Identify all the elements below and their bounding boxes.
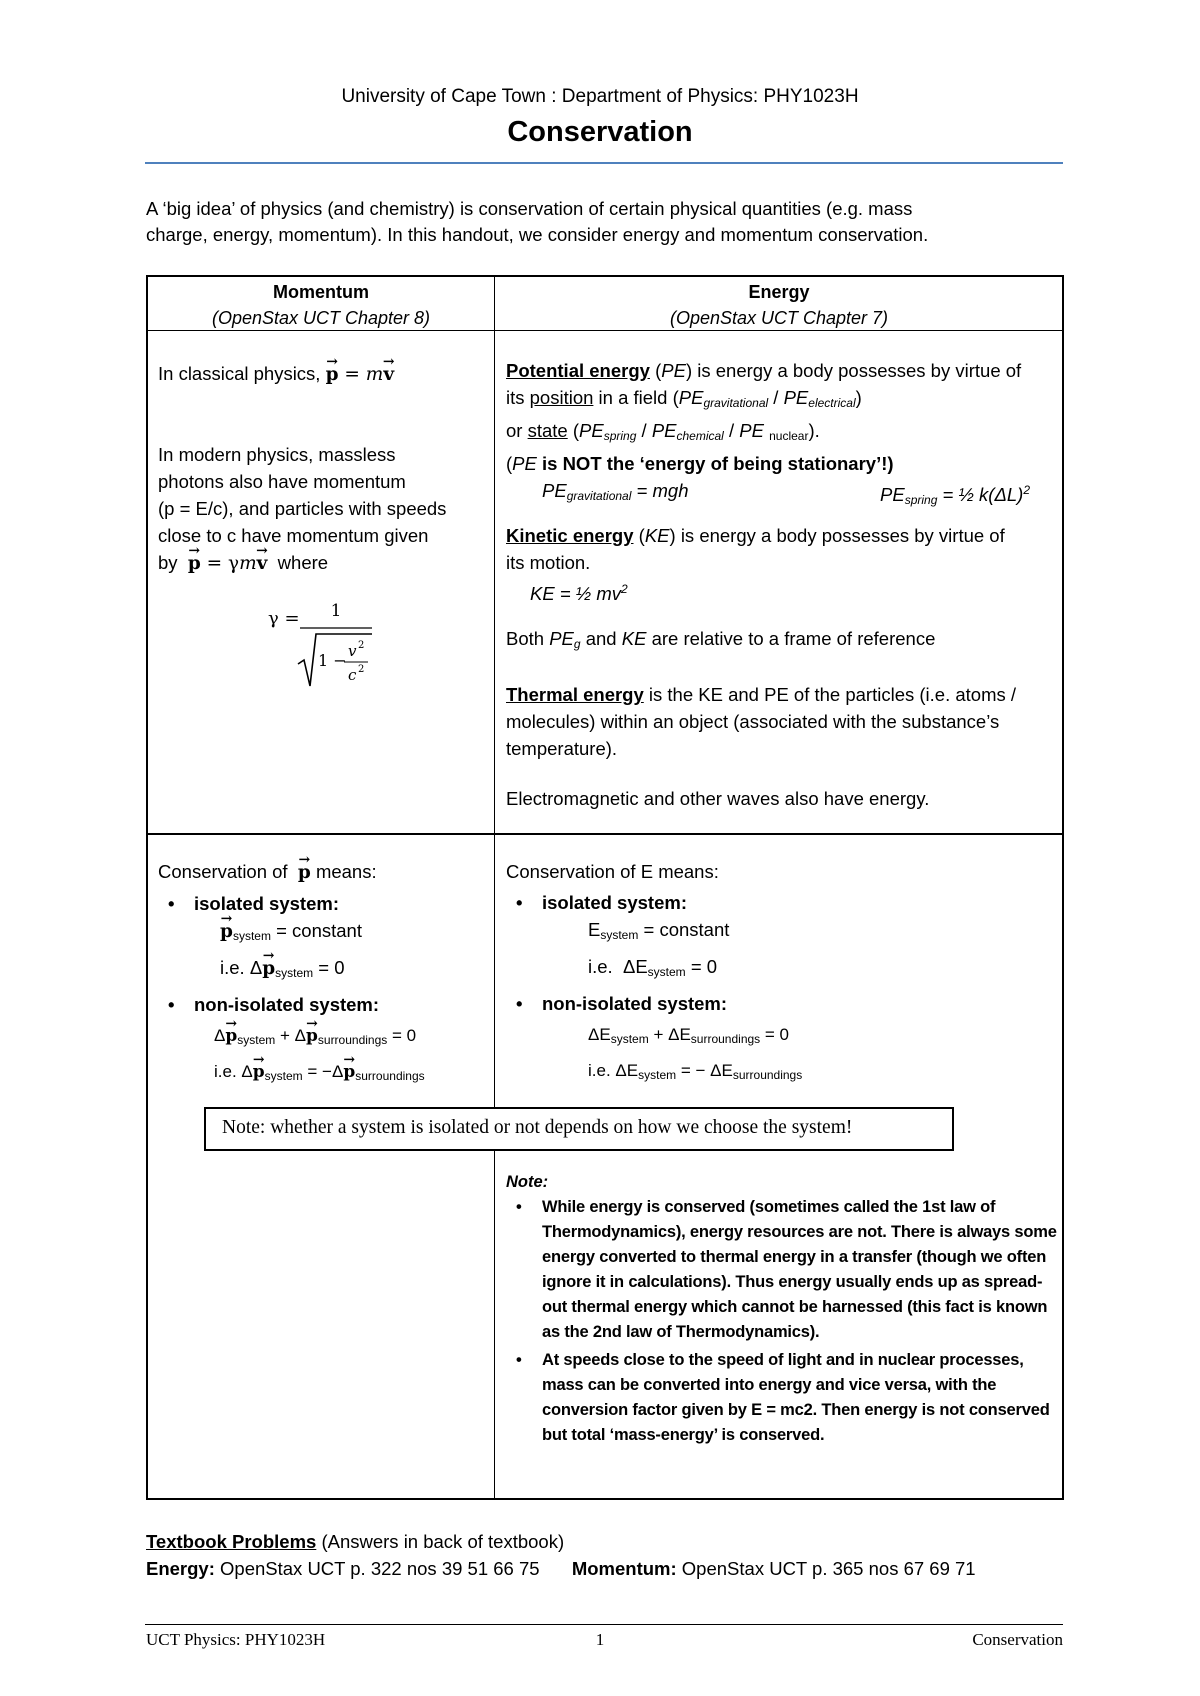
momentum-column-heading: Momentum (OpenStax UCT Chapter 8) bbox=[211, 282, 431, 328]
momentum-conservation-cell: Conservation of → p means: • isolated system: → $p_{system}$ = constant i.e. $\Delta\to p_{system} = 0$ • non-isolated system: $\Delta\to p_{system} + \Delta\to p_{surroundings} = 0$ i.e. $\Delta\to p_{system} = -\Delta\to p_{surroundings}$ bbox=[158, 858, 488, 1090]
footer-course: UCT Physics: PHY1023H bbox=[146, 1630, 326, 1649]
thermal-energy-definition: Thermal energy is the KE and PE of the particles (i.e. atoms / bbox=[506, 684, 1017, 706]
gamma-symbol: γ = bbox=[268, 608, 300, 629]
page-title: Conservation bbox=[507, 116, 693, 148]
energy-note-thermodynamics: • While energy is conserved (sometimes called the 1st law of Thermodynamics), energy resources are not. There is always some energy converted to thermal energy in a transfer (though we often ignore it in calculations). Thus energy usually ends up as spread-out thermal energy which cannot be harnessed (this fact is known as the 2nd law of Thermodynamics). bbox=[506, 1195, 1058, 1345]
modern-momentum-line-4: close to c have momentum given bbox=[158, 525, 429, 546]
svg-text:v: v bbox=[348, 642, 357, 660]
classical-momentum: In classical physics, → p = m→ v bbox=[158, 360, 488, 388]
textbook-problems: Textbook Problems (Answers in back of textbook) Energy: OpenStax UCT p. 322 nos 39 51 66 75 Momentum: OpenStax UCT p. 365 nos 67 69 71 bbox=[146, 1531, 976, 1579]
kinetic-energy-definition: Kinetic energy (KE) is energy a body possesses by virtue of bbox=[506, 525, 1005, 546]
problems-heading: Textbook Problems bbox=[146, 1531, 317, 1552]
system-choice-note: Note: whether a system is isolated or not depends on how we choose the system! bbox=[204, 1107, 954, 1151]
footer-topic: Conservation bbox=[972, 1630, 1063, 1649]
modern-momentum-line-1: In modern physics, massless bbox=[158, 444, 396, 465]
intro-line-1: A ‘big idea’ of physics (and chemistry) is conservation of certain physical quantities (e.g. mass bbox=[146, 198, 913, 219]
energy-column-heading: Energy (OpenStax UCT Chapter 7) bbox=[669, 282, 889, 328]
potential-energy-definition: Potential energy (PE) is energy a body possesses by virtue of bbox=[506, 360, 1022, 381]
footer-page-number: 1 bbox=[595, 1630, 605, 1649]
intro-line-2: charge, energy, momentum). In this handout, we consider energy and momentum conservation. bbox=[146, 224, 929, 245]
relativistic-momentum: by → p = γm→ v where bbox=[158, 549, 488, 577]
modern-momentum-line-2: photons also have momentum bbox=[158, 471, 406, 492]
svg-text:c: c bbox=[348, 666, 357, 684]
document-header: University of Cape Town : Department of Physics: PHY1023H bbox=[341, 86, 859, 107]
momentum-definition-cell bbox=[158, 360, 488, 577]
energy-conservation-cell: Conservation of E means: • isolated system: $E_{system}$ = constant i.e. $\Delta E_{system} = 0$ • non-isolated system: $\Delta E_{system} + \Delta E_{surroundings} = 0$ i.e. $\Delta E_{system}$ = − $\Delta E_{surroundings}$ bbox=[506, 858, 1062, 1089]
title-divider bbox=[145, 162, 1063, 164]
momentum-problems: OpenStax UCT p. 365 nos 67 69 71 bbox=[681, 1558, 976, 1579]
svg-text:2: 2 bbox=[358, 664, 365, 675]
footer-divider bbox=[145, 1624, 1063, 1625]
energy-isolated-item: • isolated system: bbox=[506, 889, 1062, 916]
waves-energy-note: Electromagnetic and other waves also have energy. bbox=[506, 788, 930, 810]
energy-definition-cell: Potential energy (PE) is energy a body possesses by virtue of its position in a field $(PE_{gravitational} / PE_{electrical})$ or state ($PE_{spring} / PE_{chemical}$ / PE $_{nuclear}$). (PE is NOT the ‘energy of being stationary’!) $PE_{gravitational}$ = mgh $PE_{spring}$ = ½ $k(\Delta L)^2$ Kinetic energy (KE) is energy a body possesses by virtue of its motion. KE = ½ $mv^2$ Both $PE_g$ and KE are relative to a frame of reference Thermal energy is the KE and PE of the particles (i.e. atoms / molecules) within an object (associated with the substance’s temperature). Electromagnetic and other waves also have energy. bbox=[506, 357, 1062, 812]
modern-momentum-line-3: (p = E/c), and particles with speeds bbox=[158, 498, 447, 519]
energy-notes: Note: • While energy is conserved (sometimes called the 1st law of Thermodynamics), energy resources are not. There is always some energy converted to thermal energy in a transfer (though we often ignore it in calculations). Thus energy usually ends up as spread-out thermal energy which cannot be harnessed (this fact is known as the 2nd law of Thermodynamics). • At speeds close to the speed of light and in nuclear processes, mass can be converted into energy and vice versa, with the conversion factor given by E = mc2. Then energy is not conserved but total ‘mass-energy’ is conserved. bbox=[506, 1170, 1058, 1448]
pe-not-stationary: (PE is NOT the ‘energy of being stationary’!) bbox=[506, 453, 894, 474]
pe-formulas: $PE_{gravitational}$ = mgh $PE_{spring}$ = ½ $k(\Delta L)^2$ bbox=[542, 480, 1030, 508]
lorentz-factor-formula bbox=[296, 596, 376, 688]
energy-note-mass-energy: • At speeds close to the speed of light and in nuclear processes, mass can be converted into energy and vice versa, with the conversion factor given by E = mc2. Then energy is not conserved but total ‘mass-energy’ is conserved. bbox=[506, 1348, 1058, 1448]
ke-formula: KE = ½ $mv^2$ bbox=[530, 582, 628, 605]
intro-paragraph bbox=[146, 196, 1061, 248]
table-column-divider bbox=[494, 275, 495, 1500]
gamma-numerator: 1 bbox=[330, 601, 342, 621]
energy-nonisolated-item: • non-isolated system: bbox=[506, 990, 1062, 1017]
frame-of-reference-note: Both $PE_g$ and KE are relative to a frame of reference bbox=[506, 628, 936, 652]
energy-problems: OpenStax UCT p. 322 nos 39 51 66 75 bbox=[220, 1558, 540, 1579]
svg-text:2: 2 bbox=[358, 640, 365, 651]
momentum-nonisolated-item: • non-isolated system: bbox=[158, 991, 488, 1018]
momentum-isolated-item: • isolated system: bbox=[158, 890, 488, 917]
svg-text:1 −: 1 − bbox=[318, 651, 347, 670]
table-row-divider bbox=[146, 833, 1064, 835]
